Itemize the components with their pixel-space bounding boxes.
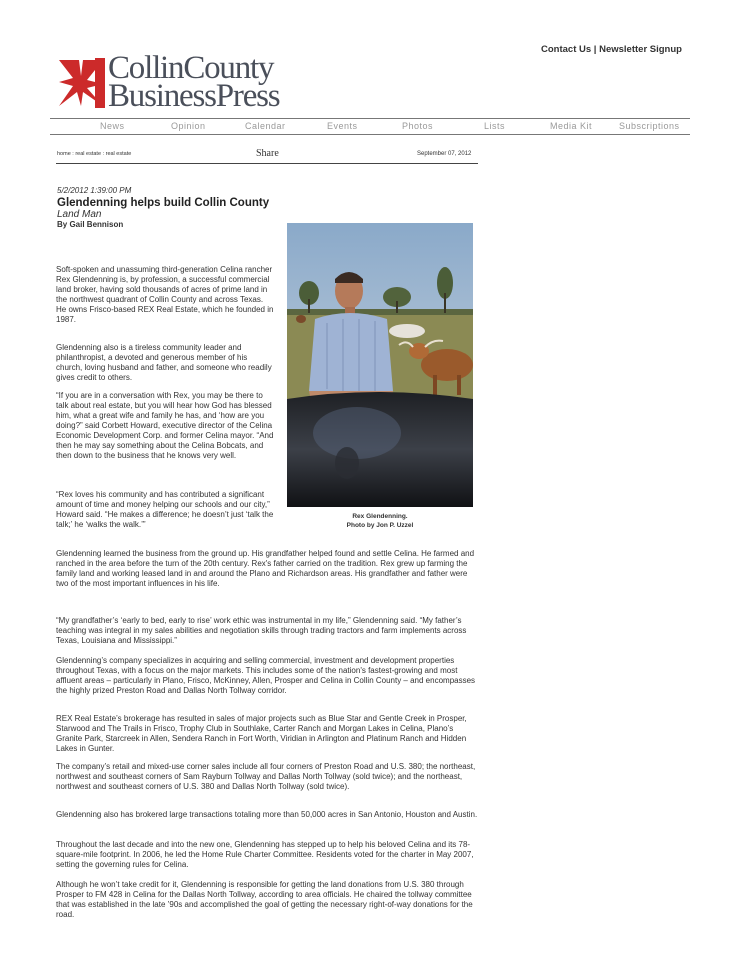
share-button[interactable]: Share: [256, 148, 279, 159]
header-links: [541, 44, 682, 55]
article-photo: [287, 223, 473, 507]
link-separator: |: [591, 44, 600, 55]
photo-caption-credit: Photo by Jon P. Uzzel: [346, 522, 414, 529]
meta-divider: [56, 163, 478, 164]
article-paragraph: REX Real Estate’s brokerage has resulted in sales of major projects such as Blue Star and Gentle Creek in Prosper, Starwood and The Trails in Frisco, Trophy Club in Southlake, Carter Ranch and Morgan Lakes in Celina, Plano’s Granite Park, Starcreek in Allen, Sendera Ranch in Fort Worth, Viridian in Arlington and Platinum Ranch and Hidden Lakes in Gunter.: [56, 714, 467, 753]
article-paragraph: Glendenning also is a tireless community leader and philanthropist, a devoted and generous member of his church, loving husband and father, and someone who readily gives credit to others.: [56, 343, 272, 382]
nav-item-news[interactable]: News: [100, 121, 125, 131]
newsletter-signup-link[interactable]: Newsletter Signup: [599, 44, 682, 55]
article-paragraph: Glendenning learned the business from the ground up. His grandfather helped found and settle Celina. He farmed and ranched in the area before the turn of the 20th century. Rex's father carried on the tradition. Rex grew up farming the family land and working leased land in and around the Plano and Richardson areas. His grandfather and father were two of the most important influences in his life.: [56, 549, 475, 588]
nav-item-events[interactable]: Events: [327, 121, 358, 131]
photo-caption-name: Rex Glendenning.: [352, 513, 408, 520]
article-paragraph: “My grandfather’s ‘early to bed, early to rise’ work ethic was instrumental in my life,” Glendenning said. “My father’s teaching was integral in my sales abilities and negotiation skills through trading tractors and farm implements across Texas, Louisiana and Mississippi.”: [56, 616, 467, 645]
nav-item-media-kit[interactable]: Media Kit: [550, 121, 593, 131]
site-logo[interactable]: [108, 50, 280, 114]
photo-caption: [287, 512, 473, 530]
article-headline: Glendenning helps build Collin County: [57, 197, 270, 209]
photo-illustration: [287, 223, 473, 507]
article-byline: By Gail Bennison: [57, 220, 124, 229]
contact-us-link[interactable]: Contact Us: [541, 44, 592, 55]
logo-line-2: BusinessPress: [108, 78, 280, 114]
article-paragraph: Glendenning’s company specializes in acquiring and selling commercial, investment and development properties throughout Texas, with a focus on the major markets. This includes some of the nation's fastest-growing and most affluent areas – particularly in Plano, Frisco, McKinney, Allen, Prosper and Celina in Collin County – and encompasses the highly prized Preston Road and Dallas North Tollway corridor.: [56, 656, 476, 695]
article-paragraph: The company’s retail and mixed-use corner sales include all four corners of Preston Road and U.S. 380; the northeast, northwest and southeast corners of Sam Rayburn Tollway and Dallas North Tollway (sold twice); and the northeast, northwest and southeast corners of U.S. 380 and Dallas North Tollway (sold twice).: [56, 762, 476, 791]
article-paragraph: “Rex loves his community and has contributed a significant amount of time and money helping our schools and our city,” Howard said. “He makes a difference; he doesn’t just ‘talk the talk;’ he ‘walks the walk.’”: [56, 490, 274, 529]
logo-line-1: CollinCounty: [108, 50, 274, 86]
main-nav: [50, 120, 690, 134]
nav-item-subscriptions[interactable]: Subscriptions: [619, 121, 680, 131]
article-paragraph: Although he won’t take credit for it, Glendenning is responsible for getting the land donations from U.S. 380 through Prosper to FM 428 in Celina for the Dallas North Tollway, according to area officials. He chaired the tollway committee that was established in the late ’90s and accomplished the goal of getting the necessary right-of-way donations for the road.: [56, 880, 473, 919]
nav-item-calendar[interactable]: Calendar: [245, 121, 286, 131]
logo-star-icon[interactable]: [57, 58, 105, 108]
article-subhead: Land Man: [57, 209, 102, 220]
nav-item-lists[interactable]: Lists: [484, 121, 506, 131]
article-paragraph: “If you are in a conversation with Rex, you may be there to talk about real estate, but you will hear how God has blessed him, what a great wife and family he has, and ‘how are you doing?” said Corbett Howard, executive director of the Celina Economic Development Corp. and former Celina mayor. “And then he may say something about the Celina Bobcats, and then down to the business that he knows very well.: [56, 391, 274, 460]
breadcrumb[interactable]: home : real estate : real estate: [57, 151, 132, 157]
nav-divider-bottom: [50, 134, 690, 135]
page-date: September 07, 2012: [417, 151, 472, 157]
nav-item-opinion[interactable]: Opinion: [171, 121, 206, 131]
nav-item-photos[interactable]: Photos: [402, 121, 434, 131]
article-timestamp: 5/2/2012 1:39:00 PM: [57, 186, 132, 195]
article-paragraph: Soft-spoken and unassuming third-generation Celina rancher Rex Glendenning is, by profession, a successful commercial land broker, having sold thousands of acres of prime land in the northwest quadrant of Collin County and across Texas. He owns Frisco-based REX Real Estate, which he founded in 1987.: [56, 265, 274, 324]
article-paragraph: Throughout the last decade and into the new one, Glendenning has stepped up to help his beloved Celina and its 78-square-mile footprint. In 2006, he led the Home Rule Charter Committee. Residents voted for the charter in May 2007, setting the governing rules for Celina.: [56, 840, 474, 869]
nav-divider-top: [50, 118, 690, 119]
article-paragraph: Glendenning also has brokered large transactions totaling more than 50,000 acres in San Antonio, Houston and Austin.: [56, 810, 478, 819]
